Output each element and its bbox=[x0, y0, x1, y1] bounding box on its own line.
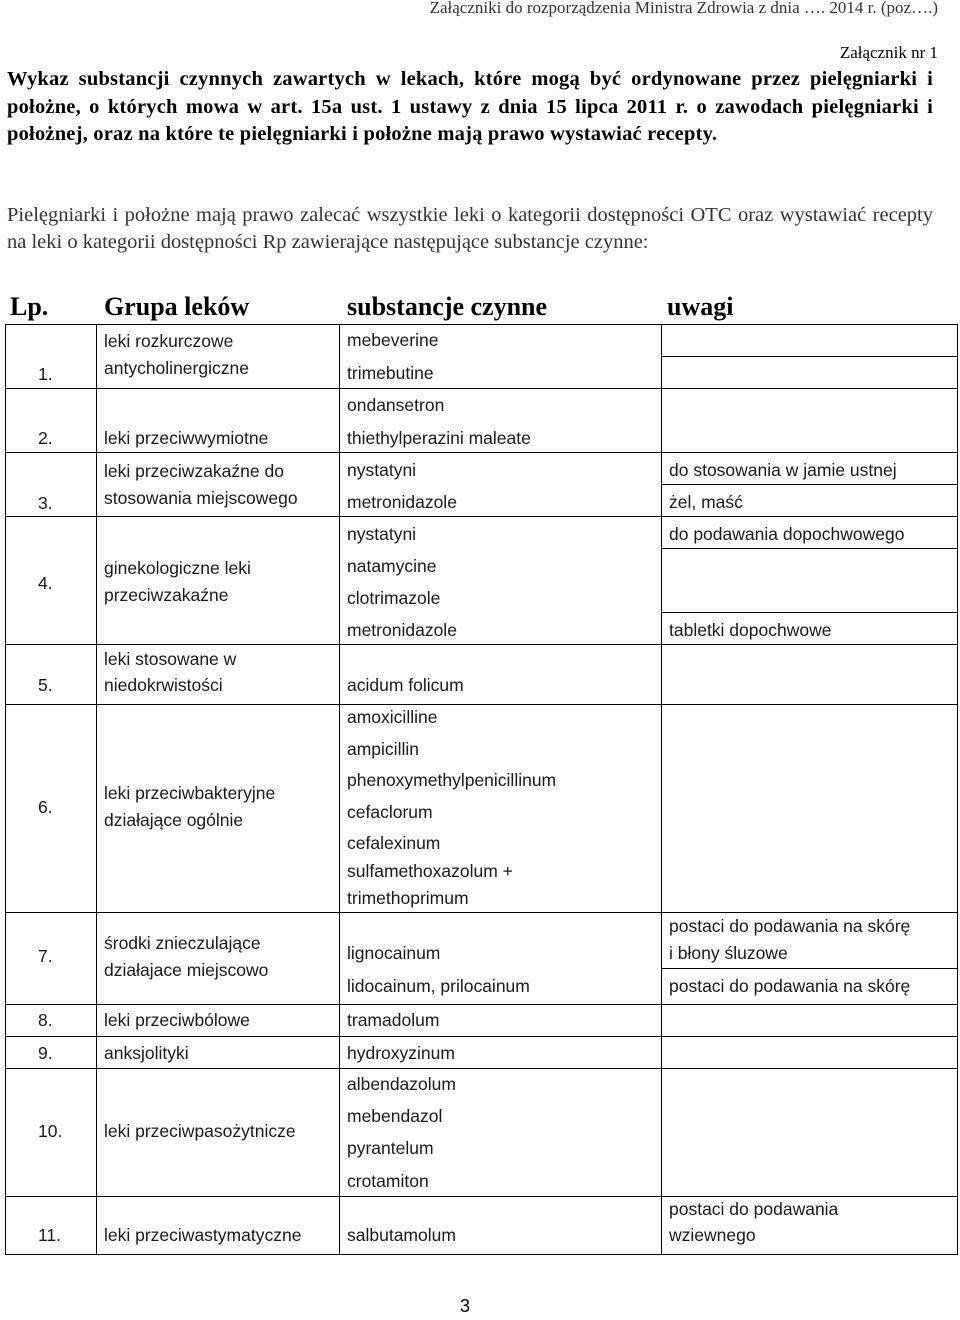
table-cell-substance: phenoxymethylpenicillinum bbox=[347, 770, 557, 790]
table-cell-substance: metronidazole bbox=[347, 492, 457, 512]
table-cell-substance: nystatyni bbox=[347, 460, 417, 480]
table-cell-substance: clotrimazole bbox=[347, 588, 441, 608]
table-border bbox=[5, 324, 958, 325]
row-divider bbox=[5, 516, 958, 517]
table-cell-lp: 7. bbox=[38, 946, 53, 966]
column-divider bbox=[661, 324, 662, 1254]
table-cell-group: leki stosowane w bbox=[104, 649, 237, 669]
table-cell-substance: cefalexinum bbox=[347, 833, 441, 853]
table-cell-lp: 5. bbox=[38, 675, 53, 695]
table-cell-group: leki przeciwastymatyczne bbox=[104, 1225, 302, 1245]
annex-label: Załącznik nr 1 bbox=[839, 43, 938, 62]
row-divider bbox=[661, 484, 958, 485]
row-divider bbox=[5, 1036, 958, 1037]
table-cell-group: niedokrwistości bbox=[104, 675, 223, 695]
column-divider bbox=[96, 324, 97, 1254]
table-cell-substance: pyrantelum bbox=[347, 1138, 434, 1158]
table-cell-substance: lidocainum, prilocainum bbox=[347, 976, 530, 996]
table-cell-group: anksjolityki bbox=[104, 1043, 189, 1063]
page-number: 3 bbox=[460, 1296, 471, 1316]
table-border bbox=[957, 324, 958, 1254]
row-divider bbox=[661, 612, 958, 613]
row-divider bbox=[5, 644, 958, 645]
table-cell-notes: i błony śluzowe bbox=[669, 943, 788, 963]
table-cell-notes: postaci do podawania na skórę bbox=[669, 916, 911, 936]
table-cell-lp: 1. bbox=[38, 364, 53, 384]
table-cell-substance: mebendazol bbox=[347, 1106, 443, 1126]
table-cell-substance: metronidazole bbox=[347, 620, 457, 640]
table-cell-group: środki znieczulające bbox=[104, 933, 261, 953]
intro-paragraph: Pielęgniarki i położne mają prawo zalecać wszystkie leki o kategorii dostępności OTC oraz wystawiać recepty na leki o kategorii dostępności Rp zawierające następujące substancje czynne: bbox=[7, 204, 933, 253]
table-cell-substance: amoxicilline bbox=[347, 707, 438, 727]
table-cell-substance: natamycine bbox=[347, 556, 437, 576]
column-divider bbox=[339, 324, 340, 1254]
running-header: Załączniki do rozporządzenia Ministra Zdrowia z dnia …. 2014 r. (poz….) bbox=[429, 0, 938, 17]
document-title: Wykaz substancji czynnych zawartych w lekach, które mogą być ordynowane przez pielęgniarki i położne, o których mowa w art. 15a ust. 1 ustawy z dnia 15 lipca 2011 r. o zawodach pielęgniarki i położnej, oraz na które te pielęgniarki i położne mają prawo wystawiać recepty. bbox=[7, 68, 933, 145]
column-header-notes: uwagi bbox=[667, 292, 734, 321]
table-cell-notes: postaci do podawania na skórę bbox=[669, 976, 911, 996]
row-divider bbox=[5, 704, 958, 705]
table-cell-notes: do podawania dopochwowego bbox=[669, 524, 905, 544]
row-divider bbox=[5, 1004, 958, 1005]
table-cell-substance: hydroxyzinum bbox=[347, 1043, 455, 1063]
table-cell-substance: cefaclorum bbox=[347, 802, 433, 822]
table-cell-lp: 4. bbox=[38, 573, 53, 593]
table-cell-notes: żel, maść bbox=[669, 492, 743, 512]
row-divider bbox=[661, 356, 958, 357]
row-divider bbox=[661, 968, 958, 969]
table-cell-lp: 10. bbox=[38, 1121, 63, 1141]
table-cell-group: stosowania miejscowego bbox=[104, 488, 298, 508]
table-cell-lp: 9. bbox=[38, 1043, 53, 1063]
table-cell-substance: ampicillin bbox=[347, 739, 419, 759]
table-border bbox=[5, 1254, 958, 1255]
table-cell-group: antycholinergiczne bbox=[104, 358, 249, 378]
table-cell-substance: crotamiton bbox=[347, 1171, 429, 1191]
row-divider bbox=[5, 452, 958, 453]
table-cell-lp: 6. bbox=[38, 797, 53, 817]
table-cell-substance: sulfamethoxazolum + bbox=[347, 861, 513, 881]
column-header-lp: Lp. bbox=[10, 292, 49, 321]
table-cell-substance: ondansetron bbox=[347, 395, 445, 415]
table-cell-lp: 3. bbox=[38, 493, 53, 513]
table-cell-notes: wziewnego bbox=[669, 1225, 756, 1245]
column-header-group: Grupa leków bbox=[104, 292, 250, 321]
table-cell-group: działające ogólnie bbox=[104, 810, 244, 830]
table-border bbox=[5, 324, 6, 1254]
table-cell-group: leki przeciwbólowe bbox=[104, 1010, 250, 1030]
table-cell-group: przeciwzakaźne bbox=[104, 585, 229, 605]
table-cell-group: ginekologiczne leki bbox=[104, 558, 251, 578]
row-divider bbox=[5, 388, 958, 389]
table-cell-notes: postaci do podawania bbox=[669, 1199, 839, 1219]
table-cell-notes: tabletki dopochwowe bbox=[669, 620, 832, 640]
row-divider bbox=[5, 1068, 958, 1069]
row-divider bbox=[661, 548, 958, 549]
table-cell-lp: 11. bbox=[38, 1225, 62, 1245]
table-cell-notes: do stosowania w jamie ustnej bbox=[669, 460, 897, 480]
table-cell-lp: 2. bbox=[38, 428, 53, 448]
table-cell-group: leki przeciwpasożytnicze bbox=[104, 1121, 296, 1141]
table-cell-group: działajace miejscowo bbox=[104, 960, 269, 980]
table-cell-substance: lignocainum bbox=[347, 943, 441, 963]
table-cell-group: leki rozkurczowe bbox=[104, 331, 234, 351]
table-cell-substance: acidum folicum bbox=[347, 675, 464, 695]
table-cell-substance: salbutamolum bbox=[347, 1225, 456, 1245]
column-header-substance: substancje czynne bbox=[347, 292, 548, 321]
table-cell-substance: mebeverine bbox=[347, 330, 439, 350]
table-cell-substance: trimebutine bbox=[347, 363, 434, 383]
table-cell-group: leki przeciwwymiotne bbox=[104, 428, 269, 448]
table-cell-lp: 8. bbox=[38, 1010, 53, 1030]
table-cell-group: leki przeciwzakaźne do bbox=[104, 461, 284, 481]
table-cell-substance: tramadolum bbox=[347, 1010, 440, 1030]
table-cell-group: leki przeciwbakteryjne bbox=[104, 783, 276, 803]
table-cell-substance: albendazolum bbox=[347, 1074, 456, 1094]
table-cell-substance: nystatyni bbox=[347, 524, 417, 544]
table-cell-substance: trimethoprimum bbox=[347, 888, 469, 908]
table-cell-substance: thiethylperazini maleate bbox=[347, 428, 531, 448]
